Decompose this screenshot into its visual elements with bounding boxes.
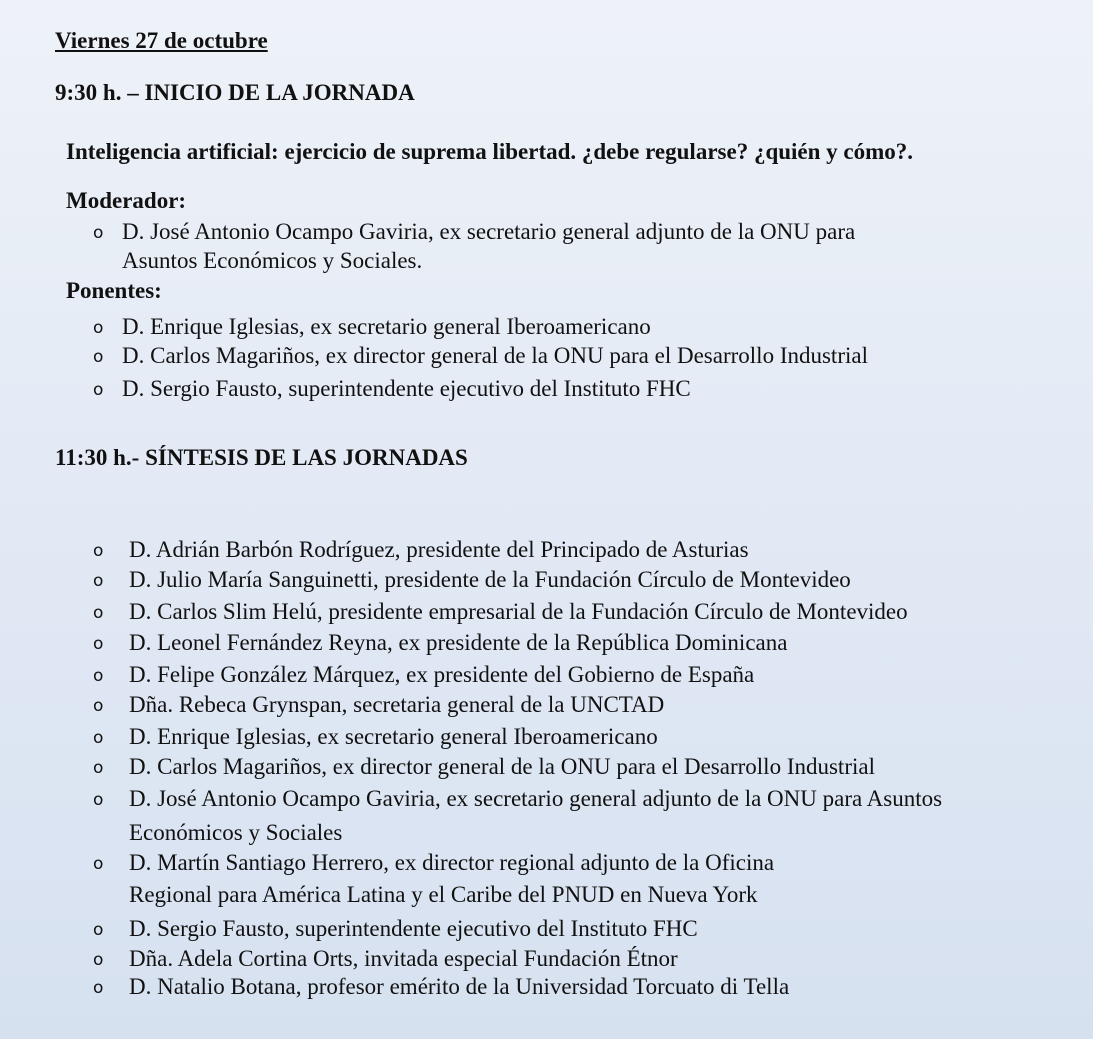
participant-text-line-2: Económicos y Sociales [129,820,343,845]
participant-text-line-1: D. José Antonio Ocampo Gaviria, ex secretario general adjunto de la ONU para Asuntos [129,786,943,811]
participant-text-line-2: Regional para América Latina y el Caribe del PNUD en Nueva York [129,882,758,907]
bullet-icon: o [93,854,104,874]
participant-text: D. Leonel Fernández Reyna, ex presidente de la República Dominicana [129,630,788,655]
participant-text: Dña. Rebeca Grynspan, secretaria general de la UNCTAD [129,692,665,717]
bullet-icon: o [93,541,104,561]
bullet-icon: o [93,920,104,940]
bullet-icon: o [93,571,104,591]
participant-text-line-1: D. Martín Santiago Herrero, ex director regional adjunto de la Oficina [129,850,775,875]
participant-text: D. Carlos Slim Helú, presidente empresarial de la Fundación Círculo de Montevideo [129,599,908,624]
session1-topic: Inteligencia artificial: ejercicio de suprema libertad. ¿debe regularse? ¿quién y cómo?. [66,139,914,164]
speaker-text: D. Sergio Fausto, superintendente ejecutivo del Instituto FHC [122,376,691,401]
bullet-icon: o [93,728,104,748]
speakers-label: Ponentes: [66,278,162,303]
participant-text: D. Adrián Barbón Rodríguez, presidente del Principado de Asturias [129,537,749,562]
bullet-icon: o [93,223,104,243]
participant-text: D. Natalio Botana, profesor emérito de la Universidad Torcuato di Tella [129,974,790,999]
session2-heading: 11:30 h.- SÍNTESIS DE LAS JORNADAS [55,445,468,470]
bullet-icon: o [93,347,104,367]
bullet-icon: o [93,318,104,338]
participant-text: D. Sergio Fausto, superintendente ejecutivo del Instituto FHC [129,916,698,941]
bullet-icon: o [93,696,104,716]
bullet-icon: o [93,603,104,623]
moderator-line-1: D. José Antonio Ocampo Gaviria, ex secretario general adjunto de la ONU para [122,219,856,244]
speaker-text: D. Enrique Iglesias, ex secretario general Iberoamericano [122,314,651,339]
bullet-icon: o [93,978,104,998]
moderator-line-2: Asuntos Económicos y Sociales. [122,248,423,273]
bullet-icon: o [93,790,104,810]
moderator-label: Moderador: [66,188,187,213]
bullet-icon: o [93,950,104,970]
speaker-text: D. Carlos Magariños, ex director general de la ONU para el Desarrollo Industrial [122,343,868,368]
date-heading: Viernes 27 de octubre [55,28,268,53]
participant-text: D. Julio María Sanguinetti, presidente de la Fundación Círculo de Montevideo [129,567,851,592]
bullet-icon: o [93,758,104,778]
session1-heading: 9:30 h. – INICIO DE LA JORNADA [55,80,415,105]
participant-text: D. Carlos Magariños, ex director general de la ONU para el Desarrollo Industrial [129,754,875,779]
participant-text: Dña. Adela Cortina Orts, invitada especial Fundación Étnor [129,946,678,971]
participant-text: D. Felipe González Márquez, ex presidente del Gobierno de España [129,662,755,687]
bullet-icon: o [93,380,104,400]
bullet-icon: o [93,666,104,686]
bullet-icon: o [93,634,104,654]
participant-text: D. Enrique Iglesias, ex secretario general Iberoamericano [129,724,658,749]
